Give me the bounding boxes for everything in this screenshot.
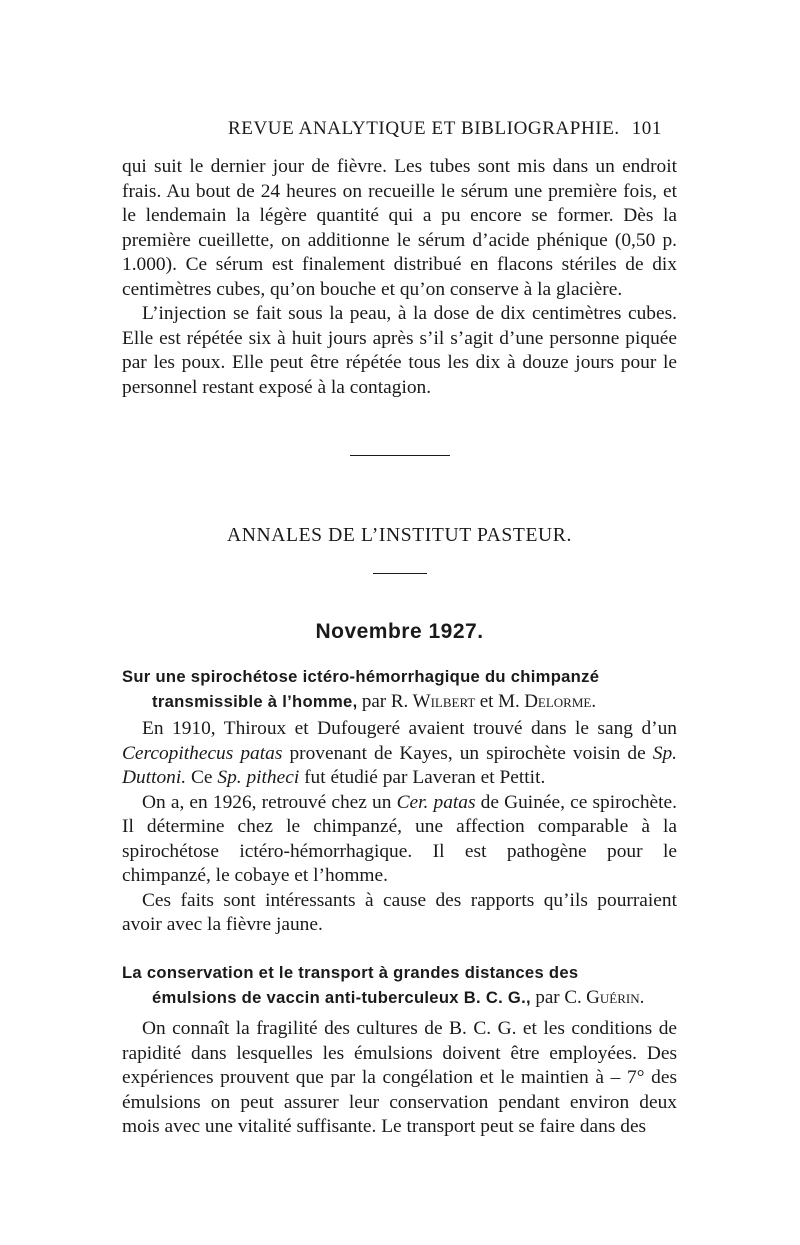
italic-species: Cercopithecus patas: [122, 742, 283, 764]
article-1-paragraph-3: Ces faits sont intéressants à cause des rapports qu’ils pourraient avoir avec la fièvre jaune.: [122, 889, 677, 935]
article-1-paragraph-2: [122, 791, 677, 889]
text-run: fut étudié par Laveran et Pettit.: [304, 767, 546, 788]
article-2-title-line-1: La conservation et le transport à grandes distances des: [122, 963, 579, 982]
article-2-title-end: émulsions de vaccin anti-tuberculeux B. C. G.,: [152, 988, 531, 1007]
article-1-title-line-2: [122, 689, 677, 714]
italic-species: Cer. patas: [396, 791, 476, 813]
article-2-body: [122, 1017, 677, 1140]
article-1-title-end: transmissible à l’homme,: [152, 692, 358, 711]
issue-date: Novembre 1927.: [315, 620, 484, 643]
running-head: [118, 118, 678, 144]
section-title: ANNALES DE L’INSTITUT PASTEUR.: [227, 525, 572, 546]
article-1-paragraph-1: [122, 717, 677, 791]
text-run: On a, en 1926, retrouvé chez un: [142, 791, 392, 813]
article-1-et: et M.: [479, 691, 520, 712]
article-2-par: par C.: [535, 987, 582, 1008]
article-2-period: .: [639, 987, 645, 1008]
article-1-title-line-1: Sur une spirochétose ictéro-hémorrhagique du chimpanzé: [122, 667, 600, 686]
article-2-heading: [122, 961, 677, 1010]
text-run: provenant de Kayes, un spirochète voisin de: [289, 742, 646, 764]
text-run: En 1910, Thiroux et Dufougeré avaient trouvé dans le sang d’un: [142, 718, 677, 739]
article-1-author-1: Wilbert: [412, 691, 476, 712]
continuation-paragraph-1: qui suit le dernier jour de fièvre. Les tubes sont mis dans un endroit frais. Au bout de 24 heures on recueille le sérum une première fois, et le lendemain la légère quantité qui a pu encore se former. Dès la première cueillette, on additionne le sérum d’acide phénique (0,50 p. 1.000). Ce sérum est finalement distribué en flacons stériles de dix centimètres cubes, qu’on bouche et qu’on conserve à la glacière.: [122, 156, 677, 300]
running-head-title: REVUE ANALYTIQUE ET BIBLIOGRAPHIE.: [228, 118, 620, 139]
italic-species: Sp. pitheci: [217, 767, 300, 788]
text-run: Ce: [190, 767, 213, 788]
article-1-heading: [122, 665, 677, 714]
continuation-paragraph-2: L’injection se fait sous la peau, à la dose de dix centimètres cubes. Elle est répétée six à huit jours après s’il s’agit d’une personne piquée par les poux. Elle peut être répétée tous les dix à douze jours pour le personnel restant exposé à la contagion.: [122, 303, 677, 398]
page-number: 101: [631, 118, 662, 139]
separator-rule: [350, 455, 450, 456]
article-2-title-line-2: [122, 985, 677, 1010]
article-1-par: par R.: [361, 691, 409, 712]
article-2-author: Guérin: [586, 987, 640, 1008]
article-2-paragraph-1: On connaît la fragilité des cultures de B. C. G. et les conditions de rapidité dans lesquelles les émulsions doivent être employées. Des expériences prouvent que par la congélation et le maintien à – 7° des émulsions on peut assurer leur conservation pendant environ deux mois avec une vitalité suffisante. Le transport peut se faire dans des: [122, 1018, 677, 1137]
short-rule: [373, 573, 427, 574]
article-1-author-2: Delorme: [524, 691, 592, 712]
article-1-body: [122, 717, 677, 938]
continuation-text: [122, 155, 677, 400]
italic-species: Sp. Duttoni.: [122, 742, 677, 788]
article-1-period: .: [591, 691, 597, 712]
text-run: de Guinée, ce spirochète. Il détermine chez le chimpanzé, une affection comparable à la spirochétose ictéro-hémorrhagique. Il est pathogène pour le chimpanzé, le cobaye et l’homme.: [122, 791, 677, 886]
